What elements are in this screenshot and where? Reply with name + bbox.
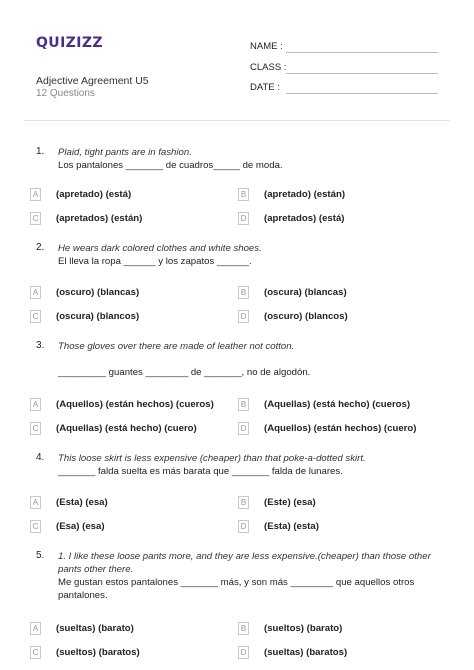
option-d[interactable]	[238, 308, 348, 324]
question-spanish: El lleva la ropa ______ y los zapatos ______.	[58, 256, 252, 267]
worksheet-header	[0, 0, 474, 122]
option-d[interactable]	[238, 644, 347, 660]
question-number: 3.	[36, 340, 45, 351]
option-letter: D	[238, 422, 249, 435]
question-number: 1.	[36, 146, 45, 157]
option-text: (oscuro) (blancas)	[56, 286, 140, 298]
option-letter: A	[30, 622, 41, 635]
option-text: (apretados) (están)	[56, 212, 143, 224]
option-text: (sueltas) (barato)	[56, 622, 134, 634]
quizizz-logo: QUIZIZZ	[36, 35, 103, 51]
option-letter: B	[238, 398, 249, 411]
option-text: (sueltos) (baratos)	[56, 646, 140, 658]
option-d[interactable]	[238, 518, 319, 534]
question-spanish: _______ falda suelta es más barata que _______ falda de lunares.	[58, 466, 343, 477]
option-a[interactable]	[30, 186, 131, 202]
option-text: (Esa) (esa)	[56, 520, 105, 532]
class-label: CLASS :	[250, 62, 287, 73]
name-label: NAME :	[250, 41, 283, 52]
option-text: (Aquellos) (están hechos) (cuero)	[264, 422, 417, 434]
option-text: (oscura) (blancos)	[56, 310, 140, 322]
option-text: (Este) (esa)	[264, 496, 316, 508]
question-text	[58, 146, 442, 172]
option-c[interactable]	[30, 518, 105, 534]
option-a[interactable]	[30, 620, 134, 636]
option-c[interactable]	[30, 308, 139, 324]
option-text: (apretado) (está)	[56, 188, 132, 200]
option-letter: D	[238, 520, 249, 533]
option-d[interactable]	[238, 420, 416, 436]
question-spanish: _________ guantes ________ de _______, no de algodón.	[58, 367, 311, 378]
option-a[interactable]	[30, 494, 108, 510]
option-letter: B	[238, 496, 249, 509]
option-letter: D	[238, 310, 249, 323]
option-text: (Aquellas) (está hecho) (cueros)	[264, 398, 411, 410]
option-letter: D	[238, 212, 249, 225]
option-a[interactable]	[30, 284, 139, 300]
question-text	[58, 242, 442, 268]
option-letter: C	[30, 310, 41, 323]
option-letter: A	[30, 496, 41, 509]
question-spanish: Los pantalones _______ de cuadros_____ de moda.	[58, 160, 283, 171]
option-letter: B	[238, 622, 249, 635]
option-b[interactable]	[238, 396, 410, 412]
option-text: (oscuro) (blancos)	[264, 310, 348, 322]
option-b[interactable]	[238, 186, 345, 202]
option-b[interactable]	[238, 284, 347, 300]
option-text: (apretado) (están)	[264, 188, 346, 200]
question-english: This loose skirt is less expensive (cheaper) than that poke-a-dotted skirt.	[58, 453, 366, 464]
option-b[interactable]	[238, 494, 316, 510]
question-english: 1. I like these loose pants more, and they are less expensive.(cheaper) than those other pants other there.	[58, 551, 431, 575]
option-c[interactable]	[30, 420, 197, 436]
question-text	[58, 452, 442, 478]
question-text	[58, 340, 442, 379]
option-letter: C	[30, 422, 41, 435]
option-letter: A	[30, 286, 41, 299]
date-field[interactable]	[286, 93, 438, 94]
option-letter: C	[30, 646, 41, 659]
option-text: (oscura) (blancas)	[264, 286, 347, 298]
option-c[interactable]	[30, 644, 140, 660]
date-label: DATE :	[250, 82, 280, 93]
option-letter: C	[30, 212, 41, 225]
worksheet-title: Adjective Agreement U5	[36, 75, 149, 87]
option-letter: B	[238, 188, 249, 201]
option-letter: D	[238, 646, 249, 659]
option-text: (Esta) (esta)	[264, 520, 319, 532]
option-text: (Esta) (esa)	[56, 496, 108, 508]
question-english: He wears dark colored clothes and white shoes.	[58, 243, 262, 254]
question-english: Those gloves over there are made of leather not cotton.	[58, 341, 295, 352]
question-number: 2.	[36, 242, 45, 253]
question-number: 5.	[36, 550, 45, 561]
option-d[interactable]	[238, 210, 345, 226]
header-divider	[24, 120, 450, 121]
option-text: (sueltas) (baratos)	[264, 646, 348, 658]
option-a[interactable]	[30, 396, 214, 412]
question-spanish: Me gustan estos pantalones _______ más, y son más ________ que aquellos otros pantalones.	[58, 577, 415, 601]
question-text	[58, 550, 442, 602]
question-english: Plaid, tight pants are in fashion.	[58, 147, 192, 158]
question-count: 12 Questions	[36, 88, 95, 99]
option-letter: A	[30, 398, 41, 411]
option-letter: C	[30, 520, 41, 533]
option-c[interactable]	[30, 210, 142, 226]
option-text: (sueltos) (barato)	[264, 622, 343, 634]
name-field[interactable]	[286, 52, 438, 53]
option-b[interactable]	[238, 620, 342, 636]
option-letter: A	[30, 188, 41, 201]
option-text: (Aquellas) (está hecho) (cuero)	[56, 422, 197, 434]
class-field[interactable]	[286, 73, 438, 74]
question-number: 4.	[36, 452, 45, 463]
option-text: (Aquellos) (están hechos) (cueros)	[56, 398, 214, 410]
option-letter: B	[238, 286, 249, 299]
option-text: (apretados) (está)	[264, 212, 345, 224]
